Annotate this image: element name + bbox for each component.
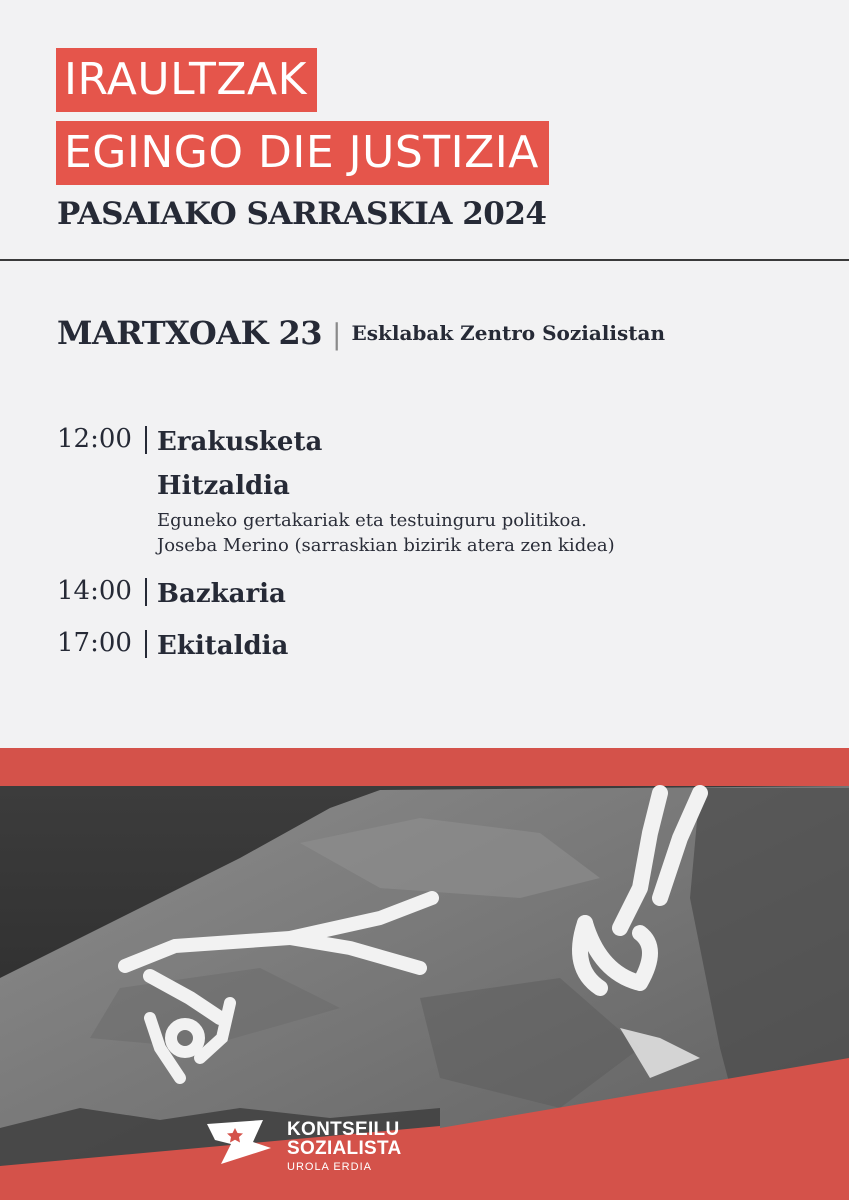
org-region: UROLA ERDIA bbox=[287, 1161, 372, 1173]
program-item-hitzaldia bbox=[57, 464, 615, 558]
program-title: Bazkaria bbox=[157, 579, 286, 609]
program-list bbox=[57, 420, 615, 668]
program-item-erakusketa bbox=[57, 420, 615, 464]
date-venue-row bbox=[57, 314, 665, 352]
subtitle: PASAIAKO SARRASKIA 2024 bbox=[57, 196, 547, 232]
time-separator-bar bbox=[145, 630, 147, 658]
org-name-line-1: KONTSEILU bbox=[287, 1119, 400, 1140]
event-date: MARTXOAK 23 bbox=[57, 314, 323, 352]
program-title: Hitzaldia bbox=[157, 471, 290, 501]
date-separator: | bbox=[332, 318, 342, 351]
program-time: 17:00 bbox=[57, 628, 132, 658]
header-divider bbox=[0, 259, 849, 261]
title-line-2: EGINGO DIE JUSTIZIA bbox=[56, 121, 549, 185]
event-venue: Esklabak Zentro Sozialistan bbox=[351, 321, 665, 345]
program-item-ekitaldia bbox=[57, 624, 615, 668]
program-title: Ekitaldia bbox=[157, 631, 289, 661]
org-name-line-2: SOZIALISTA bbox=[287, 1138, 402, 1159]
program-time: 12:00 bbox=[57, 424, 132, 454]
program-item-bazkaria bbox=[57, 572, 615, 616]
program-detail: Joseba Merino (sarraskian bizirik atera zen kidea) bbox=[157, 535, 615, 556]
time-separator-bar bbox=[145, 426, 147, 454]
org-logo-text bbox=[287, 1120, 402, 1173]
title-line-1: IRAULTZAK bbox=[56, 48, 317, 112]
program-time: 14:00 bbox=[57, 576, 132, 606]
memorial-photo bbox=[0, 748, 849, 1200]
program-title: Erakusketa bbox=[157, 427, 323, 457]
program-detail: Eguneko gertakariak eta testuinguru politikoa. bbox=[157, 510, 587, 531]
time-separator-bar bbox=[145, 578, 147, 606]
flag-star-logo-icon bbox=[205, 1118, 275, 1168]
